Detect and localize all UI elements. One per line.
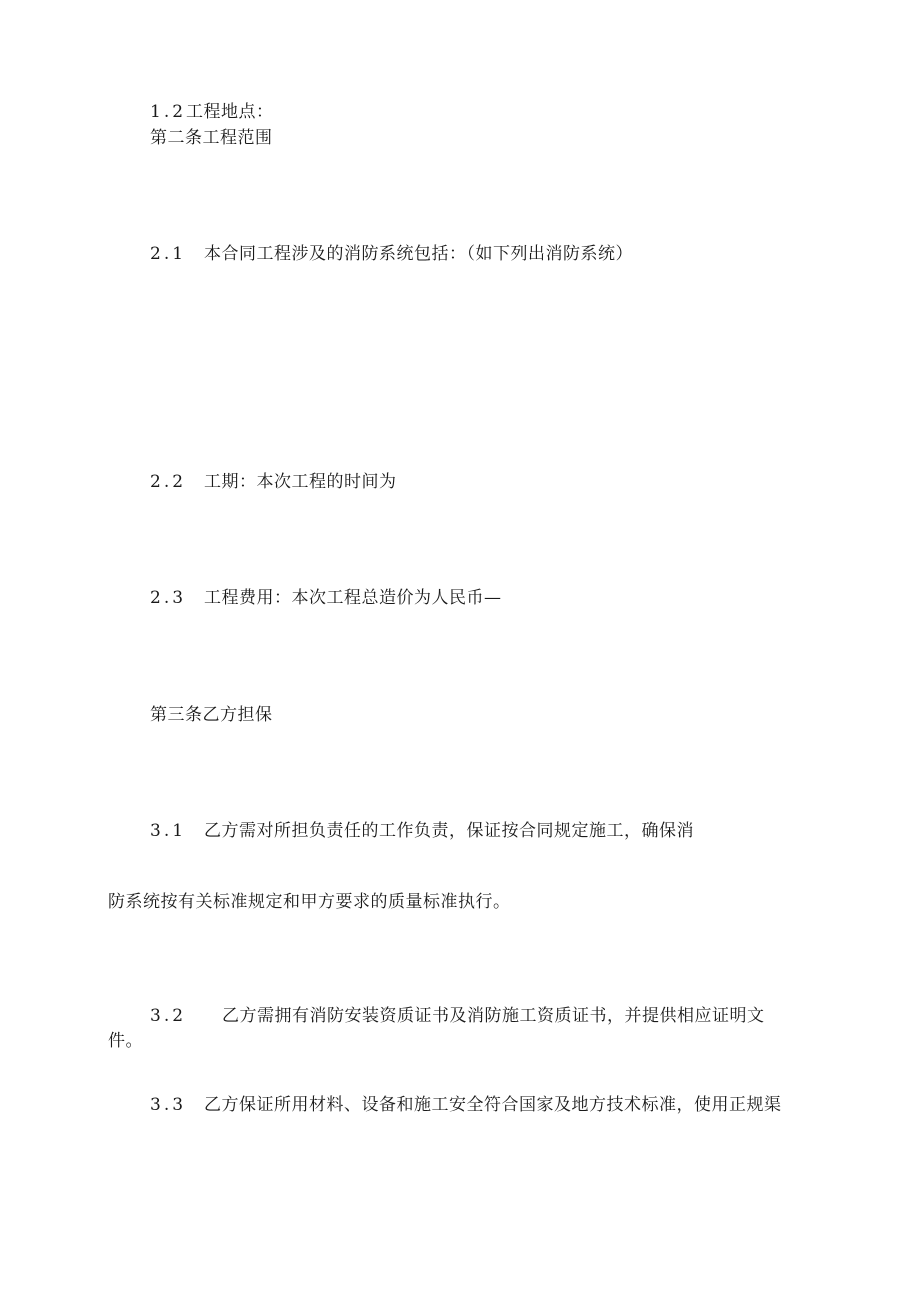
- clause-3-3: [150, 1094, 782, 1116]
- clause-number: 2.2: [150, 472, 187, 492]
- clause-number: 3.2: [150, 1006, 187, 1026]
- clause-3-1-continuation: 防系统按有关标准规定和甲方要求的质量标准执行。: [108, 892, 511, 912]
- clause-text: 乙方需对所担负责任的工作负责，保证按合同规定施工，确保消: [204, 821, 695, 841]
- clause-2-2: [150, 471, 397, 493]
- clause-text: 本合同工程涉及的消防系统包括：（如下列出消防系统）: [204, 244, 634, 264]
- clause-text: 工程地点：: [186, 102, 274, 122]
- clause-3-2: [150, 1005, 765, 1027]
- article-2-heading: 第二条工程范围: [150, 128, 273, 148]
- clause-text: 乙方需拥有消防安装资质证书及消防施工资质证书，并提供相应证明文: [222, 1006, 765, 1026]
- clause-1-2: [150, 101, 274, 123]
- clause-2-3: [150, 587, 502, 609]
- clause-2-1: [150, 243, 633, 265]
- clause-number: 1.2: [150, 102, 187, 122]
- clause-text: 工程费用：本次工程总造价为人民币—: [204, 588, 502, 608]
- article-3-heading: 第三条乙方担保: [150, 705, 273, 725]
- clause-text: 乙方保证所用材料、设备和施工安全符合国家及地方技术标准，使用正规渠: [204, 1095, 782, 1115]
- clause-number: 2.3: [150, 588, 187, 608]
- clause-number: 2.1: [150, 244, 187, 264]
- clause-number: 3.3: [150, 1095, 187, 1115]
- clause-3-1: [150, 820, 694, 842]
- clause-3-2-continuation: 件。: [108, 1031, 143, 1051]
- clause-text: 工期：本次工程的时间为: [204, 472, 397, 492]
- clause-number: 3.1: [150, 821, 187, 841]
